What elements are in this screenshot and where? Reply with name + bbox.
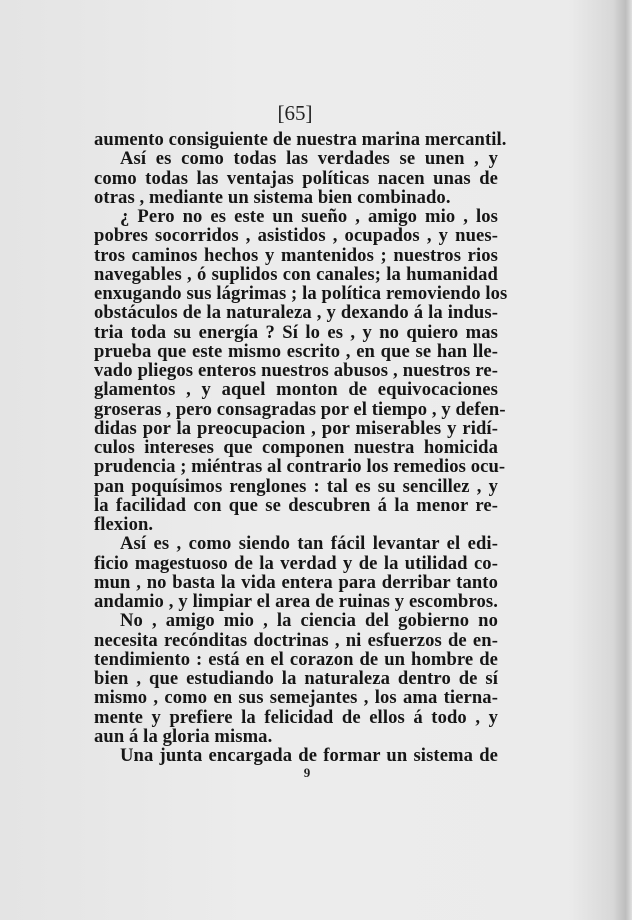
text-line: la facilidad con que se descubren á la menor re- xyxy=(94,494,498,516)
text-line: otras , mediante un sistema bien combinado. xyxy=(94,186,451,208)
text-line: bien , que estudiando la naturaleza dentro de sí xyxy=(94,668,498,689)
text-line: Una junta encargada de formar un sistema de xyxy=(120,745,498,766)
text-line: prueba que este mismo escrito , en que se han lle- xyxy=(94,340,498,362)
text-line: enxugando sus lágrimas ; la política removiendo los xyxy=(94,283,508,304)
text-line: tendimiento : está en el corazon de un hombre de xyxy=(94,648,498,670)
text-line: ¿ Pero no es este un sueño , amigo mio , los xyxy=(120,206,498,227)
body-text xyxy=(94,129,508,766)
text-line: Así es , como siendo tan fácil levantar el edi- xyxy=(120,533,498,555)
page-number: [65] xyxy=(277,101,313,125)
text-line: groseras , pero consagradas por el tiempo , y defen- xyxy=(94,398,506,420)
text-line: tros caminos hechos y mantenidos ; nuestros rios xyxy=(94,244,498,266)
text-line: mente y prefiere la felicidad de ellos á todo , y xyxy=(94,706,498,728)
text-line: Así es como todas las verdades se unen , y xyxy=(120,148,498,170)
text-line: navegables , ó suplidos con canales; la humanidad xyxy=(94,263,498,285)
signature-mark: 9 xyxy=(303,765,311,780)
text-line: No , amigo mio , la ciencia del gobierno no xyxy=(120,610,498,632)
text-line: pan poquísimos renglones : tal es su sencillez , y xyxy=(94,475,498,497)
text-line: mismo , como en sus semejantes , los ama tierna- xyxy=(94,687,498,709)
text-line: mun , no basta la vida entera para derribar tanto xyxy=(94,571,498,593)
text-line: didas por la preocupacion , por miserables y ridí- xyxy=(94,417,498,439)
text-line: aun á la gloria misma. xyxy=(94,725,273,747)
text-line: pobres socorridos , asistidos , ocupados , y nues- xyxy=(94,225,498,247)
text-line: obstáculos de la naturaleza , y dexando á la indus- xyxy=(94,302,498,324)
text-line: necesita recónditas doctrinas , ni esfuerzos de en- xyxy=(94,629,498,651)
text-line: como todas las ventajas políticas nacen unas de xyxy=(94,167,498,189)
text-line: vado pliegos enteros nuestros abusos , nuestros re- xyxy=(94,360,498,381)
text-line: prudencia ; miéntras al contrario los remedios ocu- xyxy=(94,456,506,478)
text-line: aumento consiguiente de nuestra marina mercantil. xyxy=(94,129,507,150)
text-line: culos intereses que componen nuestra homicida xyxy=(94,437,498,458)
text-line: flexion. xyxy=(94,514,154,535)
text-line: tria toda su energía ? Sí lo es , y no quiero mas xyxy=(94,321,498,343)
text-line: glamentos , y aquel monton de equivocaciones xyxy=(94,379,498,401)
text-line: andamio , y limpiar el area de ruinas y escombros. xyxy=(94,591,498,612)
text-line: ficio magestuoso de la verdad y de la utilidad co- xyxy=(94,552,498,574)
